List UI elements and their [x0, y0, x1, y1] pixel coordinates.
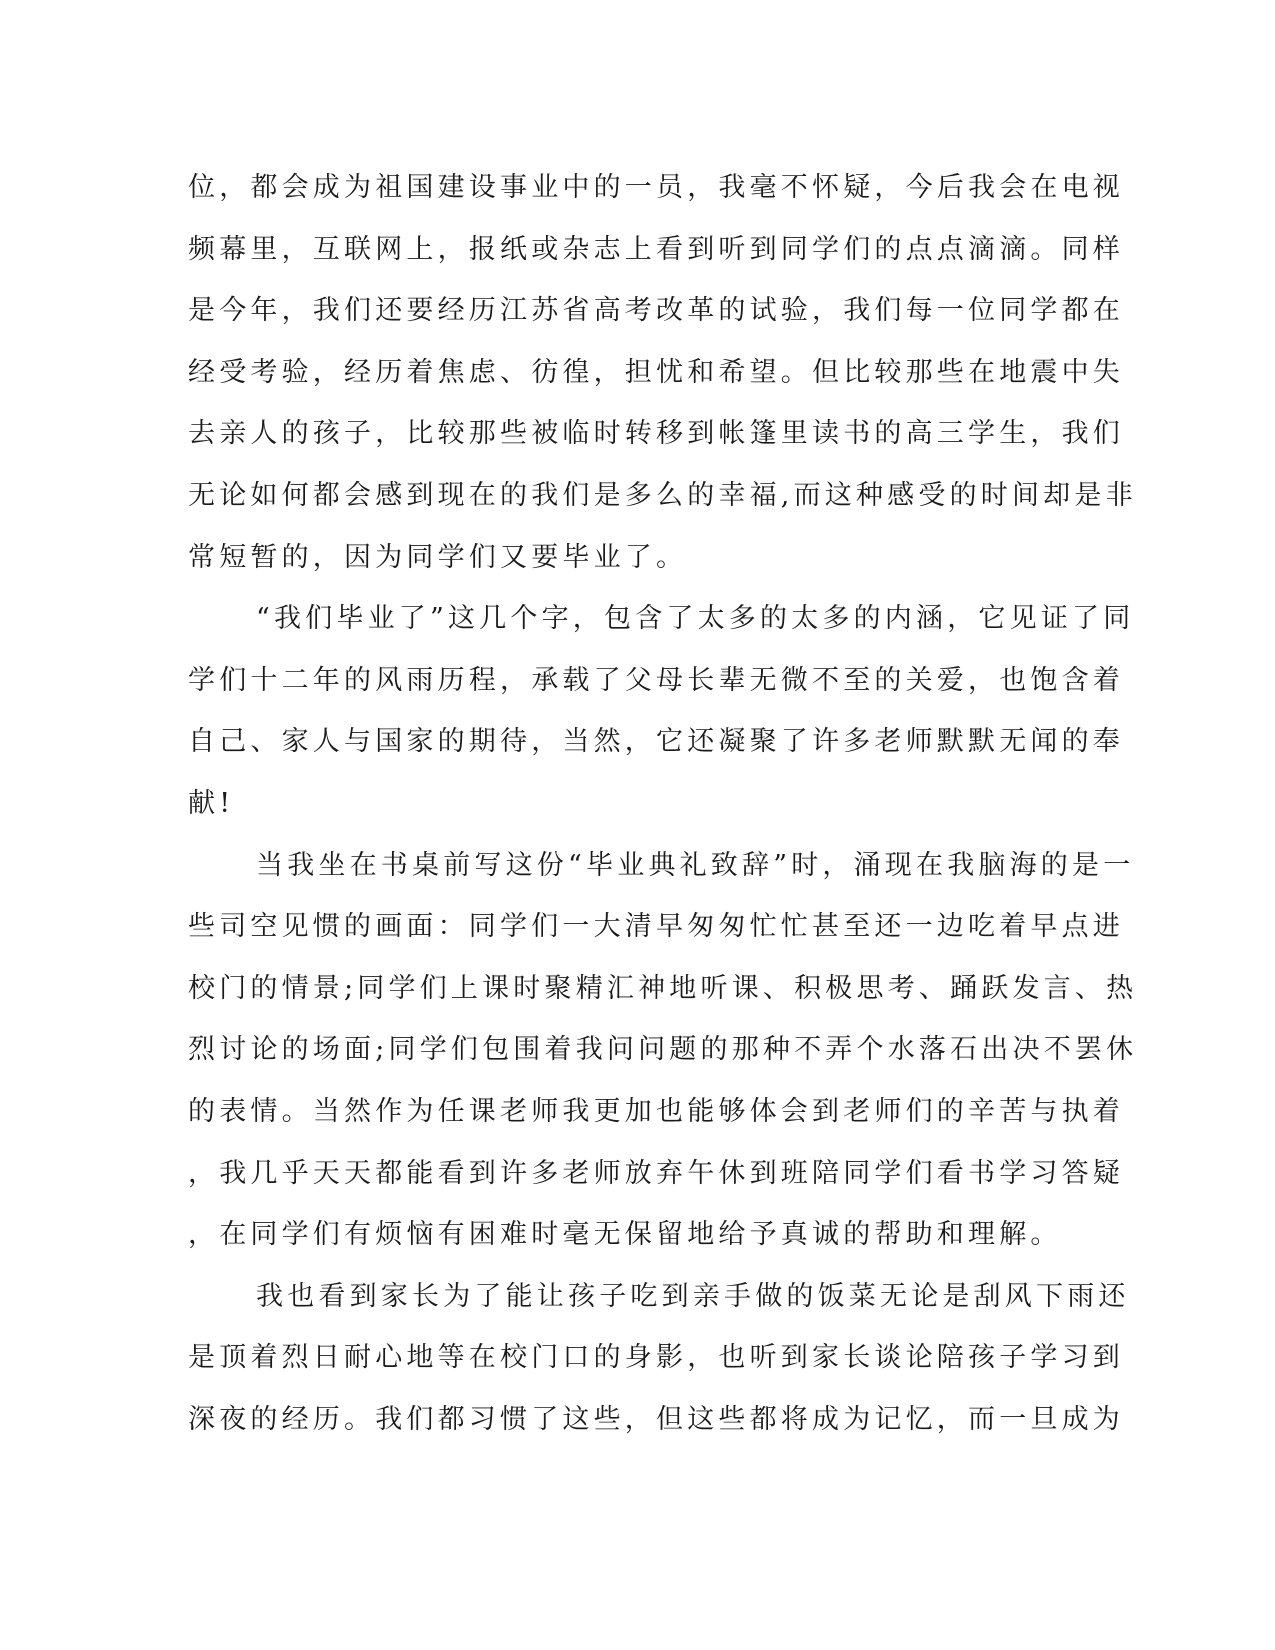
paragraph-start-line: 当我坐在书桌前写这份“毕业典礼致辞”时，涌现在我脑海的是一: [256, 849, 1135, 881]
text-line: 献!: [188, 787, 235, 819]
text-line: ，我几乎天天都能看到许多老师放弃午休到班陪同学们看书学习答疑: [188, 1157, 1124, 1189]
text-line: 去亲人的孩子，比较那些被临时转移到帐篷里读书的高三学生，我们: [188, 418, 1124, 450]
body-text: [188, 157, 1138, 1450]
text-line: 频幕里，互联网上，报纸或杂志上看到听到同学们的点点滴滴。同样: [188, 233, 1124, 265]
text-line: 的表情。当然作为任课老师我更加也能够体会到老师们的辛苦与执着: [188, 1095, 1124, 1127]
paragraph-start-line: “我们毕业了”这几个字，包含了太多的太多的内涵，它见证了同: [256, 603, 1135, 635]
text-line: 无论如何都会感到现在的我们是多么的幸福,而这种感受的时间却是非: [188, 479, 1137, 511]
text-line: 烈讨论的场面;同学们包围着我问问题的那种不弄个水落石出决不罢休: [188, 1034, 1138, 1066]
text-line: 经受考验，经历着焦虑、彷徨，担忧和希望。但比较那些在地震中失: [188, 356, 1124, 388]
text-line: 深夜的经历。我们都习惯了这些，但这些都将成为记忆，而一旦成为: [188, 1403, 1124, 1435]
text-line: 校门的情景;同学们上课时聚精汇神地听课、积极思考、踊跃发言、热: [188, 972, 1138, 1004]
text-line: 自己、家人与国家的期待，当然，它还凝聚了许多老师默默无闻的奉: [188, 726, 1124, 758]
text-line: 学们十二年的风雨历程，承载了父母长辈无微不至的关爱，也饱含着: [188, 664, 1124, 696]
paragraph-start-line: 我也看到家长为了能让孩子吃到亲手做的饭菜无论是刮风下雨还: [256, 1280, 1130, 1312]
text-line: ，在同学们有烦恼有困难时毫无保留地给予真诚的帮助和理解。: [188, 1219, 1062, 1251]
text-line: 常短暂的，因为同学们又要毕业了。: [188, 541, 688, 573]
text-line: 是今年，我们还要经历江苏省高考改革的试验，我们每一位同学都在: [188, 295, 1124, 327]
text-line: 位，都会成为祖国建设事业中的一员，我毫不怀疑，今后我会在电视: [188, 172, 1124, 203]
text-line: 些司空见惯的画面：同学们一大清早匆匆忙忙甚至还一边吃着早点进: [188, 911, 1124, 943]
text-line: 是顶着烈日耐心地等在校门口的身影，也听到家长谈论陪孩子学习到: [188, 1342, 1124, 1374]
